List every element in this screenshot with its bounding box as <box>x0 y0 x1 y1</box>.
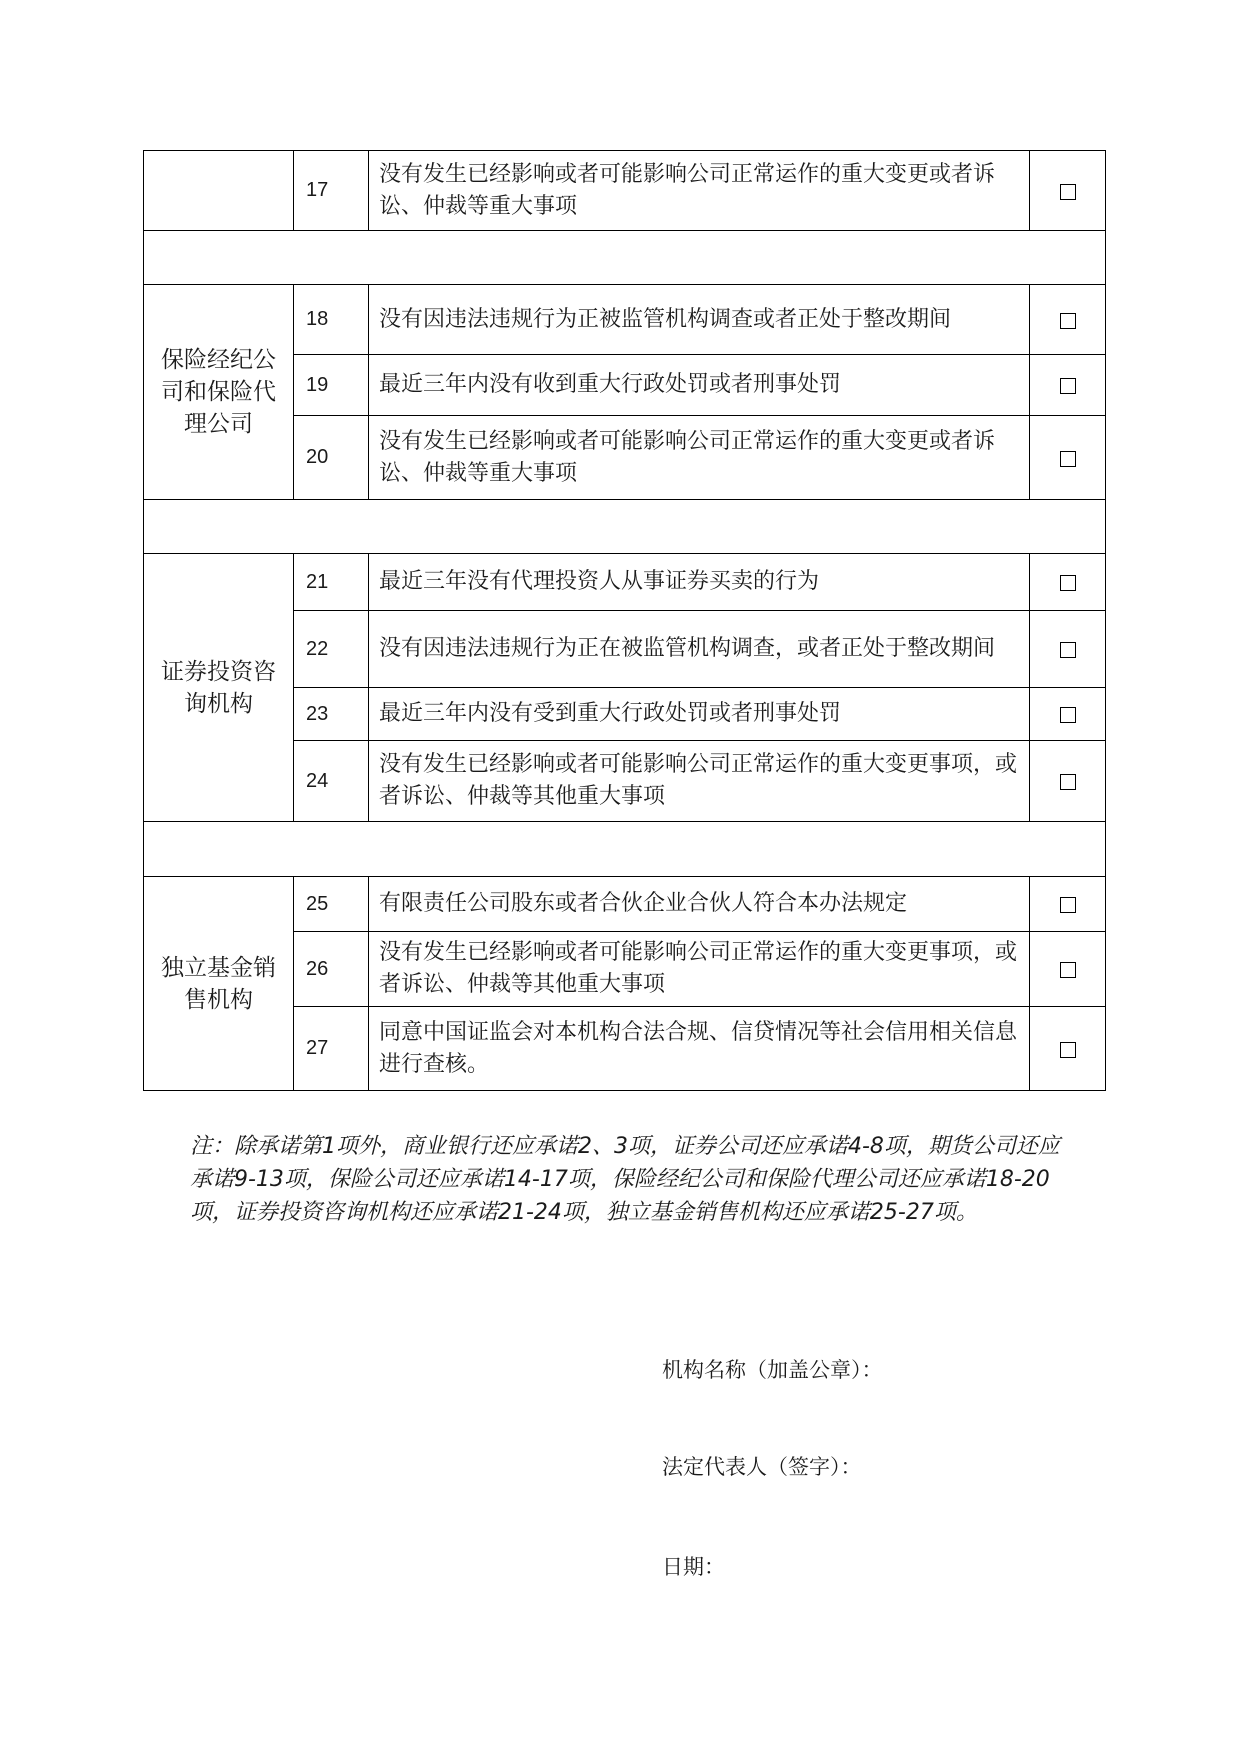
checkbox-20[interactable] <box>1060 451 1076 467</box>
item-number: 27 <box>294 1007 369 1091</box>
checkbox-21[interactable] <box>1060 575 1076 591</box>
item-number: 22 <box>294 611 369 688</box>
checkbox-cell <box>1030 285 1106 355</box>
table-row <box>144 285 1106 355</box>
checkbox-27[interactable] <box>1060 1042 1076 1058</box>
checkbox-cell <box>1030 688 1106 741</box>
item-number: 26 <box>294 932 369 1007</box>
checkbox-cell <box>1030 1007 1106 1091</box>
item-text: 没有发生已经影响或者可能影响公司正常运作的重大变更事项，或者诉讼、仲裁等其他重大事项 <box>369 741 1030 822</box>
item-number: 24 <box>294 741 369 822</box>
item-number: 19 <box>294 355 369 416</box>
item-text: 最近三年没有代理投资人从事证券买卖的行为 <box>369 554 1030 611</box>
checkbox-24[interactable] <box>1060 774 1076 790</box>
legal-rep-label: 法定代表人（签字）： <box>662 1455 862 1479</box>
item-text: 有限责任公司股东或者合伙企业合伙人符合本办法规定 <box>369 877 1030 932</box>
item-text: 没有发生已经影响或者可能影响公司正常运作的重大变更事项，或者诉讼、仲裁等其他重大事项 <box>369 932 1030 1007</box>
item-text: 没有发生已经影响或者可能影响公司正常运作的重大变更或者诉讼、仲裁等重大事项 <box>369 416 1030 500</box>
blank-row <box>144 822 1106 877</box>
checkbox-cell <box>1030 355 1106 416</box>
item-text: 同意中国证监会对本机构合法合规、信贷情况等社会信用相关信息进行查核。 <box>369 1007 1030 1091</box>
date-label: 日期： <box>662 1555 725 1579</box>
checkbox-cell <box>1030 741 1106 822</box>
item-number: 23 <box>294 688 369 741</box>
item-text: 没有因违法违规行为正被监管机构调查或者正处于整改期间 <box>369 285 1030 355</box>
checkbox-25[interactable] <box>1060 897 1076 913</box>
item-text: 没有因违法违规行为正在被监管机构调查，或者正处于整改期间 <box>369 611 1030 688</box>
footnote: 注：除承诺第1项外，商业银行还应承诺2、3项，证券公司还应承诺4-8项，期货公司还应承诺9-13项，保险公司还应承诺14-17项，保险经纪公司和保险代理公司还应承诺18-20项，证券投资咨询机构还应承诺21-24项，独立基金销售机构还应承诺25-27项。 <box>190 1134 1060 1225</box>
checkbox-17[interactable] <box>1060 184 1076 200</box>
item-number: 21 <box>294 554 369 611</box>
checkbox-cell <box>1030 416 1106 500</box>
blank-row <box>144 231 1106 285</box>
checkbox-19[interactable] <box>1060 378 1076 394</box>
category-cell-empty <box>144 151 294 231</box>
table-row <box>144 554 1106 611</box>
checkbox-cell <box>1030 611 1106 688</box>
item-text: 最近三年内没有收到重大行政处罚或者刑事处罚 <box>369 355 1030 416</box>
item-number: 20 <box>294 416 369 500</box>
checkbox-23[interactable] <box>1060 707 1076 723</box>
item-text: 最近三年内没有受到重大行政处罚或者刑事处罚 <box>369 688 1030 741</box>
checkbox-cell <box>1030 877 1106 932</box>
table-row <box>144 151 1106 231</box>
item-number: 25 <box>294 877 369 932</box>
item-text: 没有发生已经影响或者可能影响公司正常运作的重大变更或者诉讼、仲裁等重大事项 <box>369 151 1030 231</box>
checkbox-18[interactable] <box>1060 313 1076 329</box>
checkbox-cell <box>1030 554 1106 611</box>
commitment-table <box>143 150 1106 1091</box>
checkbox-cell <box>1030 932 1106 1007</box>
org-name-label: 机构名称（加盖公章）： <box>662 1358 883 1382</box>
checkbox-22[interactable] <box>1060 642 1076 658</box>
checkbox-26[interactable] <box>1060 962 1076 978</box>
table-row <box>144 877 1106 932</box>
item-number: 17 <box>294 151 369 231</box>
item-number: 18 <box>294 285 369 355</box>
blank-row <box>144 500 1106 554</box>
category-securities-consulting: 证券投资咨询机构 <box>144 554 294 822</box>
category-fund-sales: 独立基金销售机构 <box>144 877 294 1091</box>
checkbox-cell <box>1030 151 1106 231</box>
category-insurance-broker: 保险经纪公司和保险代理公司 <box>144 285 294 500</box>
